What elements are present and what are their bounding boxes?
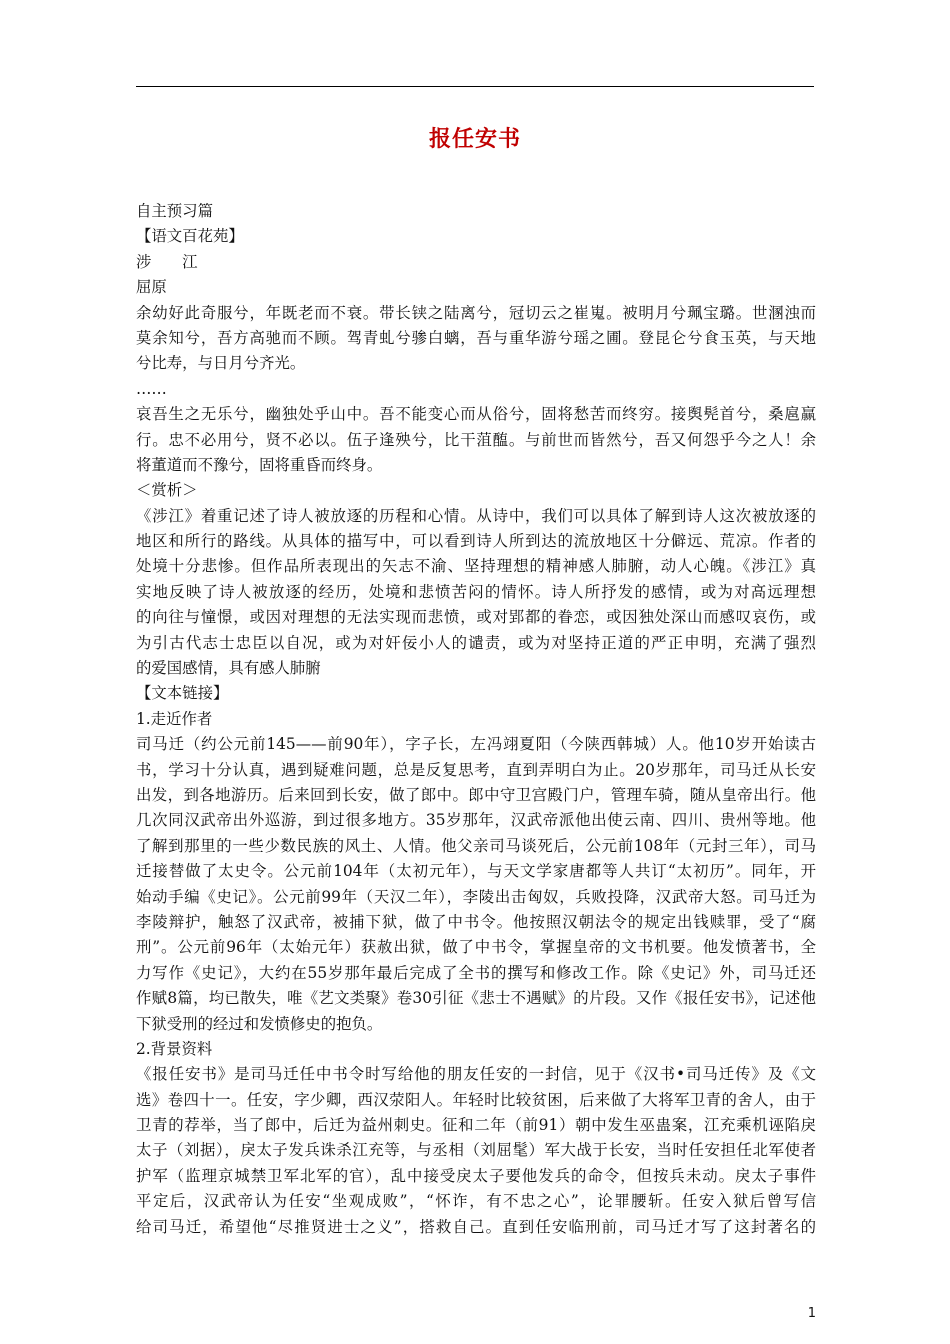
text-line: 将董道而不豫兮，固将重昏而终身。	[136, 455, 383, 474]
text-line: 实地反映了诗人被放逐的经历，处境和悲愤苦闷的情怀。诗人所抒发的感情，或为对高远理想	[136, 582, 816, 601]
page-number: 1	[807, 1306, 816, 1321]
text-line: 了解到那里的一些少数民族的风土、人情。他父亲司马谈死后，公元前108年（元封三年），司马	[136, 836, 816, 855]
text-line: 书，学习十分认真，遇到疑难问题，总是反复思考，直到弄明白为止。20岁那年，司马迁从长安	[136, 760, 816, 779]
text-line: 的向往与憧憬，或因对理想的无法实现而悲愤，或对郢都的眷恋，或因独处深山而感叹哀伤，或	[136, 608, 816, 627]
text-line: 自主预习篇	[136, 202, 213, 220]
text-line: 《报任安书》是司马迁任中书令时写给他的朋友任安的一封信，见于《汉书•司马迁传》及《文	[136, 1065, 816, 1084]
text-line: 行。忠不必用兮，贤不必以。伍子逢殃兮，比干菹醢。与前世而皆然兮，吾又何怨乎今之人！余	[136, 430, 816, 449]
text-line: 几次同汉武帝出外巡游，到过很多地方。35岁那年，汉武帝派他出使云南、四川、贵州等地。他	[136, 811, 816, 830]
text-line: 地区和所行的路线。从具体的描写中，可以看到诗人所到达的流放地区十分僻远、荒凉。作者的	[136, 532, 816, 551]
text-line: 余幼好此奇服兮，年既老而不衰。带长铗之陆离兮，冠切云之崔嵬。被明月兮珮宝璐。世溷浊而	[136, 303, 816, 322]
header-rule	[136, 86, 814, 87]
text-line: 李陵辩护，触怒了汉武帝，被捕下狱，做了中书令。他按照汉朝法令的规定出钱赎罪，受了“腐	[136, 912, 816, 931]
text-line: 护军（监理京城禁卫军北军的官），乱中接受戾太子要他发兵的命令，但按兵未动。戾太子事件	[136, 1166, 816, 1185]
text-line: ＜赏析＞	[136, 481, 198, 500]
text-line: 太子（刘据），戾太子发兵诛杀江充等，与丞相（刘屈髦）军大战于长安，当时任安担任北军使者	[136, 1141, 816, 1160]
text-line: 为引古代志士忠臣以自况，或为对奸佞小人的谴责，或为对坚持正道的严正申明，充满了强烈	[136, 633, 816, 652]
text-line: 兮比寿，与日月兮齐光。	[136, 354, 306, 373]
text-line: 涉 江	[136, 252, 198, 271]
text-line: 的爱国感情，具有感人肺腑	[136, 659, 321, 678]
text-line: 选》卷四十一。任安，字少卿，西汉荥阳人。年轻时比较贫困，后来做了大将军卫青的舍人，由于	[136, 1090, 816, 1109]
text-line: 处境十分悲惨。但作品所表现出的矢志不渝、坚持理想的精神感人肺腑，动人心魄。《涉江》真	[136, 557, 816, 576]
text-line: 莫余知兮，吾方高驰而不顾。驾青虬兮骖白螭，吾与重华游兮瑶之圃。登昆仑兮食玉英，与天地	[136, 328, 816, 347]
text-line: 司马迁（约公元前145——前90年），字子长，左冯翊夏阳（今陕西韩城）人。他10岁开始读古	[136, 735, 816, 754]
text-line: 给司马迁，希望他“尽推贤进士之义”，搭救自己。直到任安临刑前，司马迁才写了这封著名的	[136, 1217, 816, 1236]
text-line: 1.走近作者	[136, 709, 213, 728]
text-line: 哀吾生之无乐兮，幽独处乎山中。吾不能变心而从俗兮，固将愁苦而终穷。接舆髡首兮，桑扈赢	[136, 405, 816, 424]
text-line: 平定后，汉武帝认为任安“坐观成败”，“怀诈，有不忠之心”，论罪腰斩。任安入狱后曾写信	[136, 1192, 816, 1211]
text-line: 刑”。公元前96年（太始元年）获赦出狱，做了中书令，掌握皇帝的文书机要。他发愤著书，全	[136, 938, 816, 957]
text-line: 2.背景资料	[136, 1039, 213, 1058]
text-line: 下狱受刑的经过和发愤修史的抱负。	[136, 1014, 383, 1033]
text-line: 力写作《史记》，大约在55岁那年最后完成了全书的撰写和修改工作。除《史记》外，司马迁还	[136, 963, 816, 982]
text-line: 始动手编《史记》。公元前99年（天汉二年），李陵出击匈奴，兵败投降，汉武帝大怒。司马迁为	[136, 887, 816, 906]
text-line: 出发，到各地游历。后来回到长安，做了郎中。郎中守卫宫殿门户，管理车骑，随从皇帝出行。他	[136, 785, 816, 804]
text-line: 卫青的荐举，当了郎中，后迁为益州刺史。征和二年（前91）朝中发生巫蛊案，江充乘机诬陷戾	[136, 1116, 816, 1135]
text-line: 【语文百花苑】	[136, 227, 244, 246]
text-line: 迁接替做了太史令。公元前104年（太初元年），与天文学家唐都等人共订“太初历”。同年，开	[136, 862, 816, 881]
text-line: 《涉江》着重记述了诗人被放逐的历程和心情。从诗中，我们可以具体了解到诗人这次被放逐的	[136, 506, 816, 525]
text-line: 作赋8篇，均已散失，唯《艺文类聚》卷30引征《悲士不遇赋》的片段。又作《报任安书》，记述他	[136, 989, 816, 1008]
document-body	[136, 199, 816, 1240]
page-title: 报任安书	[428, 127, 521, 152]
text-line: 【文本链接】	[136, 684, 229, 703]
text-line: ……	[136, 379, 167, 398]
text-line: 屈原	[136, 278, 167, 297]
